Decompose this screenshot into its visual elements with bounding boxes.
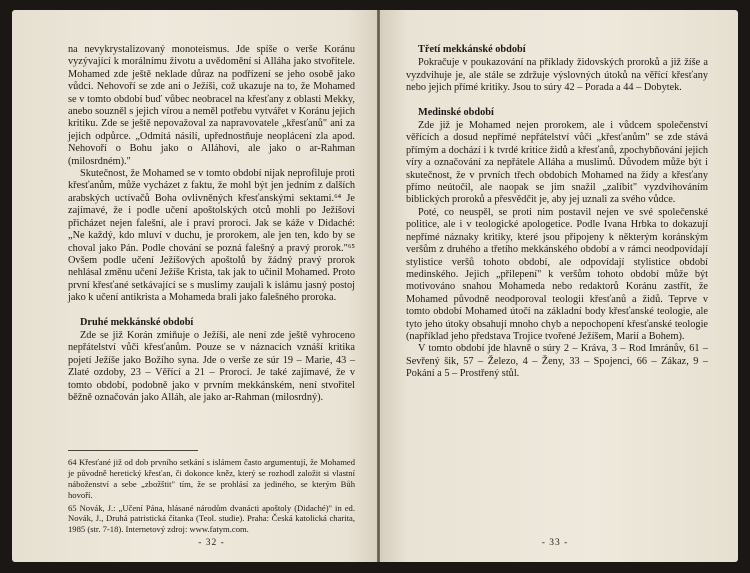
section-paragraph: Zde již je Mohamed nejen prorokem, ale i vůdcem společenství věřících a dosud nepřímé nepřátelství vůči „křesťanům" se zde stává přímým a dochází i k tvrdé kritice židů a křesťanů, zpochybňování jejich víry a označování za nepřátele Alláha a muslimů. Důvodem může být i skutečnost, že v prvních třech obdobích Mohamed na židy a křesťany přímo neútočil, ale naopak se jim snažil „zalíbit" vyzdvihováním biblických proroků a přesvědčit je, aby jej uznali za svého vůdce. [406,120,708,206]
right-section-1 [406,44,708,95]
footnote-divider [68,450,198,451]
section-heading: Medinské období [418,106,494,118]
section-paragraph: V tomto období jde hlavně o súry 2 – Kráva, 3 – Rod Imránův, 61 – Sevřený šik, 57 – Železo, 4 – Ženy, 33 – Spojenci, 66 – Zákaz, 9 – Pokání a 5 – Prostřený stůl. [406,343,708,380]
page-number: - 32 - [198,538,225,548]
page-number: - 33 - [541,538,569,548]
section-heading: Druhé mekkánské období [80,316,194,328]
right-page [380,10,738,562]
left-body-text [68,44,355,305]
left-paragraph: Skutečnost, že Mohamed se v tomto období nijak neprofiluje proti křesťanům, může vycházet z faktu, že mohl být jen jedním z dalších arabských uctívačů Boha ovlivněných křesťanskými sektami.⁶⁴ Je zajímavé, že i podle učení apoštolských otců mohli po Ježíšovi přicházet nejen falešní, ale i praví proroci. Jak se káže v Didaché: „Ne každý, kdo mluví v duchu, je prorokem, ale jen ten, kdo by se choval jako Pán. Podle chování se pozná falešný a pravý prorok."⁶⁵ Ovšem podle učení Ježíšových apoštolů by žádný pravý prorok nehlásal změnu učení Ježíše Krista, tak jak to učinil Mohamed. Proto první křesťané setkávající se s muslimy zaujali k islámu jasný postoj jako k učení antikrista a Mohameda brali jako falešného proroka. [68,168,355,304]
section-text: Zde se již Korán zmiňuje o Ježíši, ale není zde ještě vyhroceno nepřátelství vůči křesťanům. Pouze se v náznacích vznáší kritika pojetí Ježíše jako Božího syna. Jde o verše ze súr 19 – Marie, 43 – Zlaté ozdoby, 23 – Věřící a 21 – Proroci. Je také zajímavé, že v tomto období, podobně jako v prvním mekkánském, není stvořitel běžně označován jako Alláh, ale jako ar-Rahman (milosrdný). [68,329,355,403]
footnotes [68,457,355,535]
footnote: 64 Křesťané již od dob prvního setkání s islámem často argumentují, že Mohamed je původně heretický křesťan, či dokonce kněz, který se rozhodl založit si vlastní náboženství a sebe „zbožštit" tím, že se prohlásí za jediného, se kterým Bůh hovoří. [68,457,355,500]
left-page [12,10,377,562]
section-paragraph: Poté, co neuspěl, se proti nim postavil nejen ve své společenské politice, ale i v teologické apologetice. Podle Ivana Hrbka to dokazují nepřímé náznaky kritiky, které jsou připojeny k některým koránským veršům z druhého a třetího mekkánského období a v rámci neodpovídají stylistice veršů tohoto období, ale odpovídají stylistice období medinského. Jejich „přilepení" k veršům tohoto období může být motivováno snahou Mohameda nebo redaktorů Koránu zastřít, že Mohamed původně neodporoval teologii křesťanů a židů. Teprve v tomto období Mohamed útočí na základní body křesťanské teologie, ale tyto jeho útoky obsahují mnoho chyb a nepochopení křesťanské teologie (například jeho představa Trojice tvořené Ježíšem, Marií a Bohem). [406,206,708,342]
section-heading: Třetí mekkánské období [418,44,526,55]
right-section-2 [406,107,708,381]
left-paragraph: na nevykrystalizovaný monoteismus. Jde spíše o verše Koránu vyzývající k morálnímu životu a uvědomění si Alláha jako stvořitele. Mohamed zde ještě neklade důraz na podřízení se jeho osobě jako vůdci. Nehovoří se zde ani o Ježíši, což ukazuje na to, že Mohamed se v tomto období buď vůbec neobracel na křesťany z oblasti Mekky, anebo souzněl s jejich vírou a neměl potřebu vytvářet v Koránu jejich kritiku. Zde se ještě nepovažoval za napravovatele „křesťanů" ani za jejich odpůrce. „Odmítá násilí, upřednostňuje neoplácení zla apod. Nehovoří o Bohu jako o Alláhovi, ale jako o ar-Rahman (milosrdném)." [68,44,355,167]
section-text: Pokračuje v poukazování na příklady židovských proroků a již žíše a vyzdvihuje je, ale stále se zdržuje výslovných útoků na věřící křesťany nebo jejich přímé kritiky. Jsou to súry 42 – Porada a 44 – Dobytek. [406,57,708,94]
footnote: 65 Novák, J.: „Učení Pána, hlásané národům dvanácti apoštoly (Didaché)" in ed. Novák, J., Druhá patristická čítanka (Teol. studie). Praha: Česká katolická charita, 1985 (str. 7-18). Internetový zdroj: www.fatym.com. [68,502,355,535]
left-section [68,317,355,405]
